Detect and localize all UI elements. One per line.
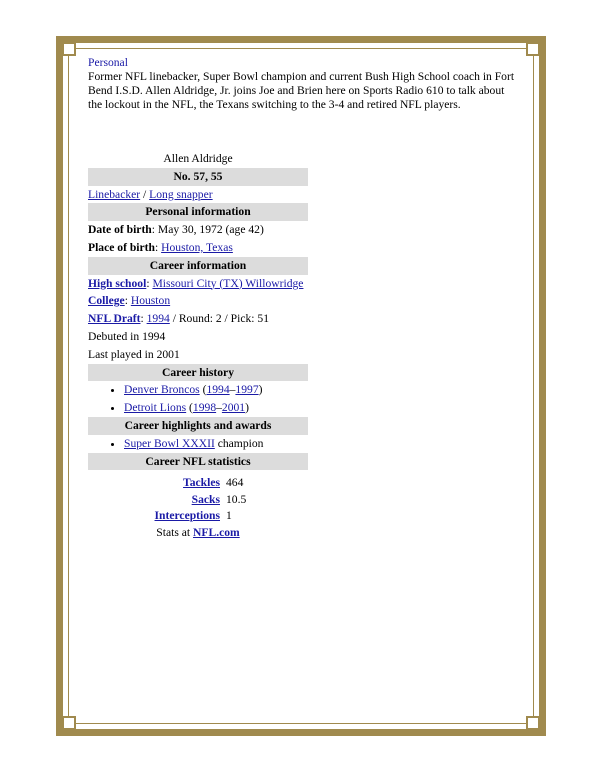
stat-label-interceptions[interactable]: Interceptions — [154, 509, 220, 523]
positions — [88, 186, 308, 204]
high-school-label-link[interactable]: High school — [88, 276, 147, 290]
article — [88, 56, 518, 112]
stat-label-sacks[interactable]: Sacks — [191, 492, 220, 506]
year-link[interactable]: 1994 — [206, 383, 230, 397]
infobox — [88, 150, 308, 541]
nfl-draft-label-link[interactable]: NFL Draft — [88, 312, 141, 326]
pob-label: Place of birth — [88, 240, 155, 254]
stats-source — [88, 524, 308, 541]
player-name: Allen Aldridge — [163, 152, 233, 165]
high-school-link[interactable]: Missouri City (TX) Willowridge — [152, 276, 304, 290]
nfl-com-link[interactable]: NFL.com — [193, 525, 240, 539]
year-dash: – — [229, 383, 236, 397]
year-link[interactable]: 1998 — [192, 401, 217, 415]
stat-value: 1 — [226, 509, 232, 523]
table-row — [124, 507, 252, 524]
career-history-list — [88, 381, 308, 417]
highlight-text: champion — [214, 436, 264, 450]
career-history-header: Career history — [88, 364, 308, 382]
paren-open: ( — [186, 401, 193, 415]
team-link-broncos[interactable]: Denver Broncos — [124, 383, 200, 397]
paren-open: ( — [199, 383, 207, 397]
list-item — [124, 399, 308, 417]
stats-at-text: Stats at — [156, 525, 194, 539]
position-link-long-snapper[interactable]: Long snapper — [149, 187, 213, 201]
paren-close: ) — [245, 401, 249, 415]
pob-link[interactable]: Houston, Texas — [161, 240, 233, 254]
list-item — [124, 381, 308, 399]
highlights-header: Career highlights and awards — [88, 417, 308, 435]
border-corner — [62, 42, 76, 56]
nfl-draft — [88, 310, 308, 328]
year-link[interactable]: 1997 — [235, 383, 259, 397]
debut: Debuted in 1994 — [88, 329, 166, 343]
draft-details: / Round: 2 / Pick: 51 — [169, 312, 269, 326]
college — [88, 292, 308, 310]
draft-separator: : — [140, 312, 147, 326]
hs-separator: : — [146, 276, 153, 290]
pob-separator: : — [154, 240, 162, 254]
dob-value: : May 30, 1972 (age 42) — [151, 223, 264, 237]
year-link[interactable]: 2001 — [221, 401, 246, 415]
place-of-birth — [88, 239, 308, 257]
border-corner — [62, 716, 76, 730]
high-school — [88, 275, 308, 293]
list-item — [124, 435, 308, 453]
table-row — [124, 491, 252, 508]
highlights-list — [88, 435, 308, 453]
table-row — [124, 474, 252, 491]
personal-info-header: Personal information — [88, 203, 308, 221]
article-body: Former NFL linebacker, Super Bowl champion and current Bush High School coach in Fort Bend I.S.D. Allen Aldridge, Jr. joins Joe and Brien here on Sports Radio 610 to talk about the lockout in the NFL, the Texans switching to the 3-4 and retired NFL players. — [88, 70, 515, 111]
border-corner — [526, 716, 540, 730]
last-played: Last played in 2001 — [88, 347, 180, 361]
position-link-linebacker[interactable]: Linebacker — [88, 187, 141, 201]
team-link-lions[interactable]: Detroit Lions — [124, 401, 187, 415]
border-corner — [526, 42, 540, 56]
dob-label: Date of birth — [88, 223, 152, 237]
paren-close: ) — [258, 383, 263, 397]
year-dash: – — [216, 401, 222, 415]
super-bowl-link[interactable]: Super Bowl XXXII — [124, 436, 215, 450]
stat-value: 464 — [226, 476, 244, 490]
jersey-numbers: No. 57, 55 — [88, 168, 308, 186]
college-separator: : — [124, 294, 131, 308]
date-of-birth — [88, 221, 308, 239]
stats-table — [88, 474, 308, 524]
stat-value: 10.5 — [226, 492, 247, 506]
stat-label-tackles[interactable]: Tackles — [183, 476, 220, 490]
stats-header: Career NFL statistics — [88, 453, 308, 471]
section-heading: Personal — [88, 56, 128, 69]
career-info-header: Career information — [88, 257, 308, 275]
position-separator: / — [140, 187, 150, 201]
college-label-link[interactable]: College — [88, 294, 125, 308]
college-link[interactable]: Houston — [130, 294, 171, 308]
draft-year-link[interactable]: 1994 — [146, 312, 170, 326]
